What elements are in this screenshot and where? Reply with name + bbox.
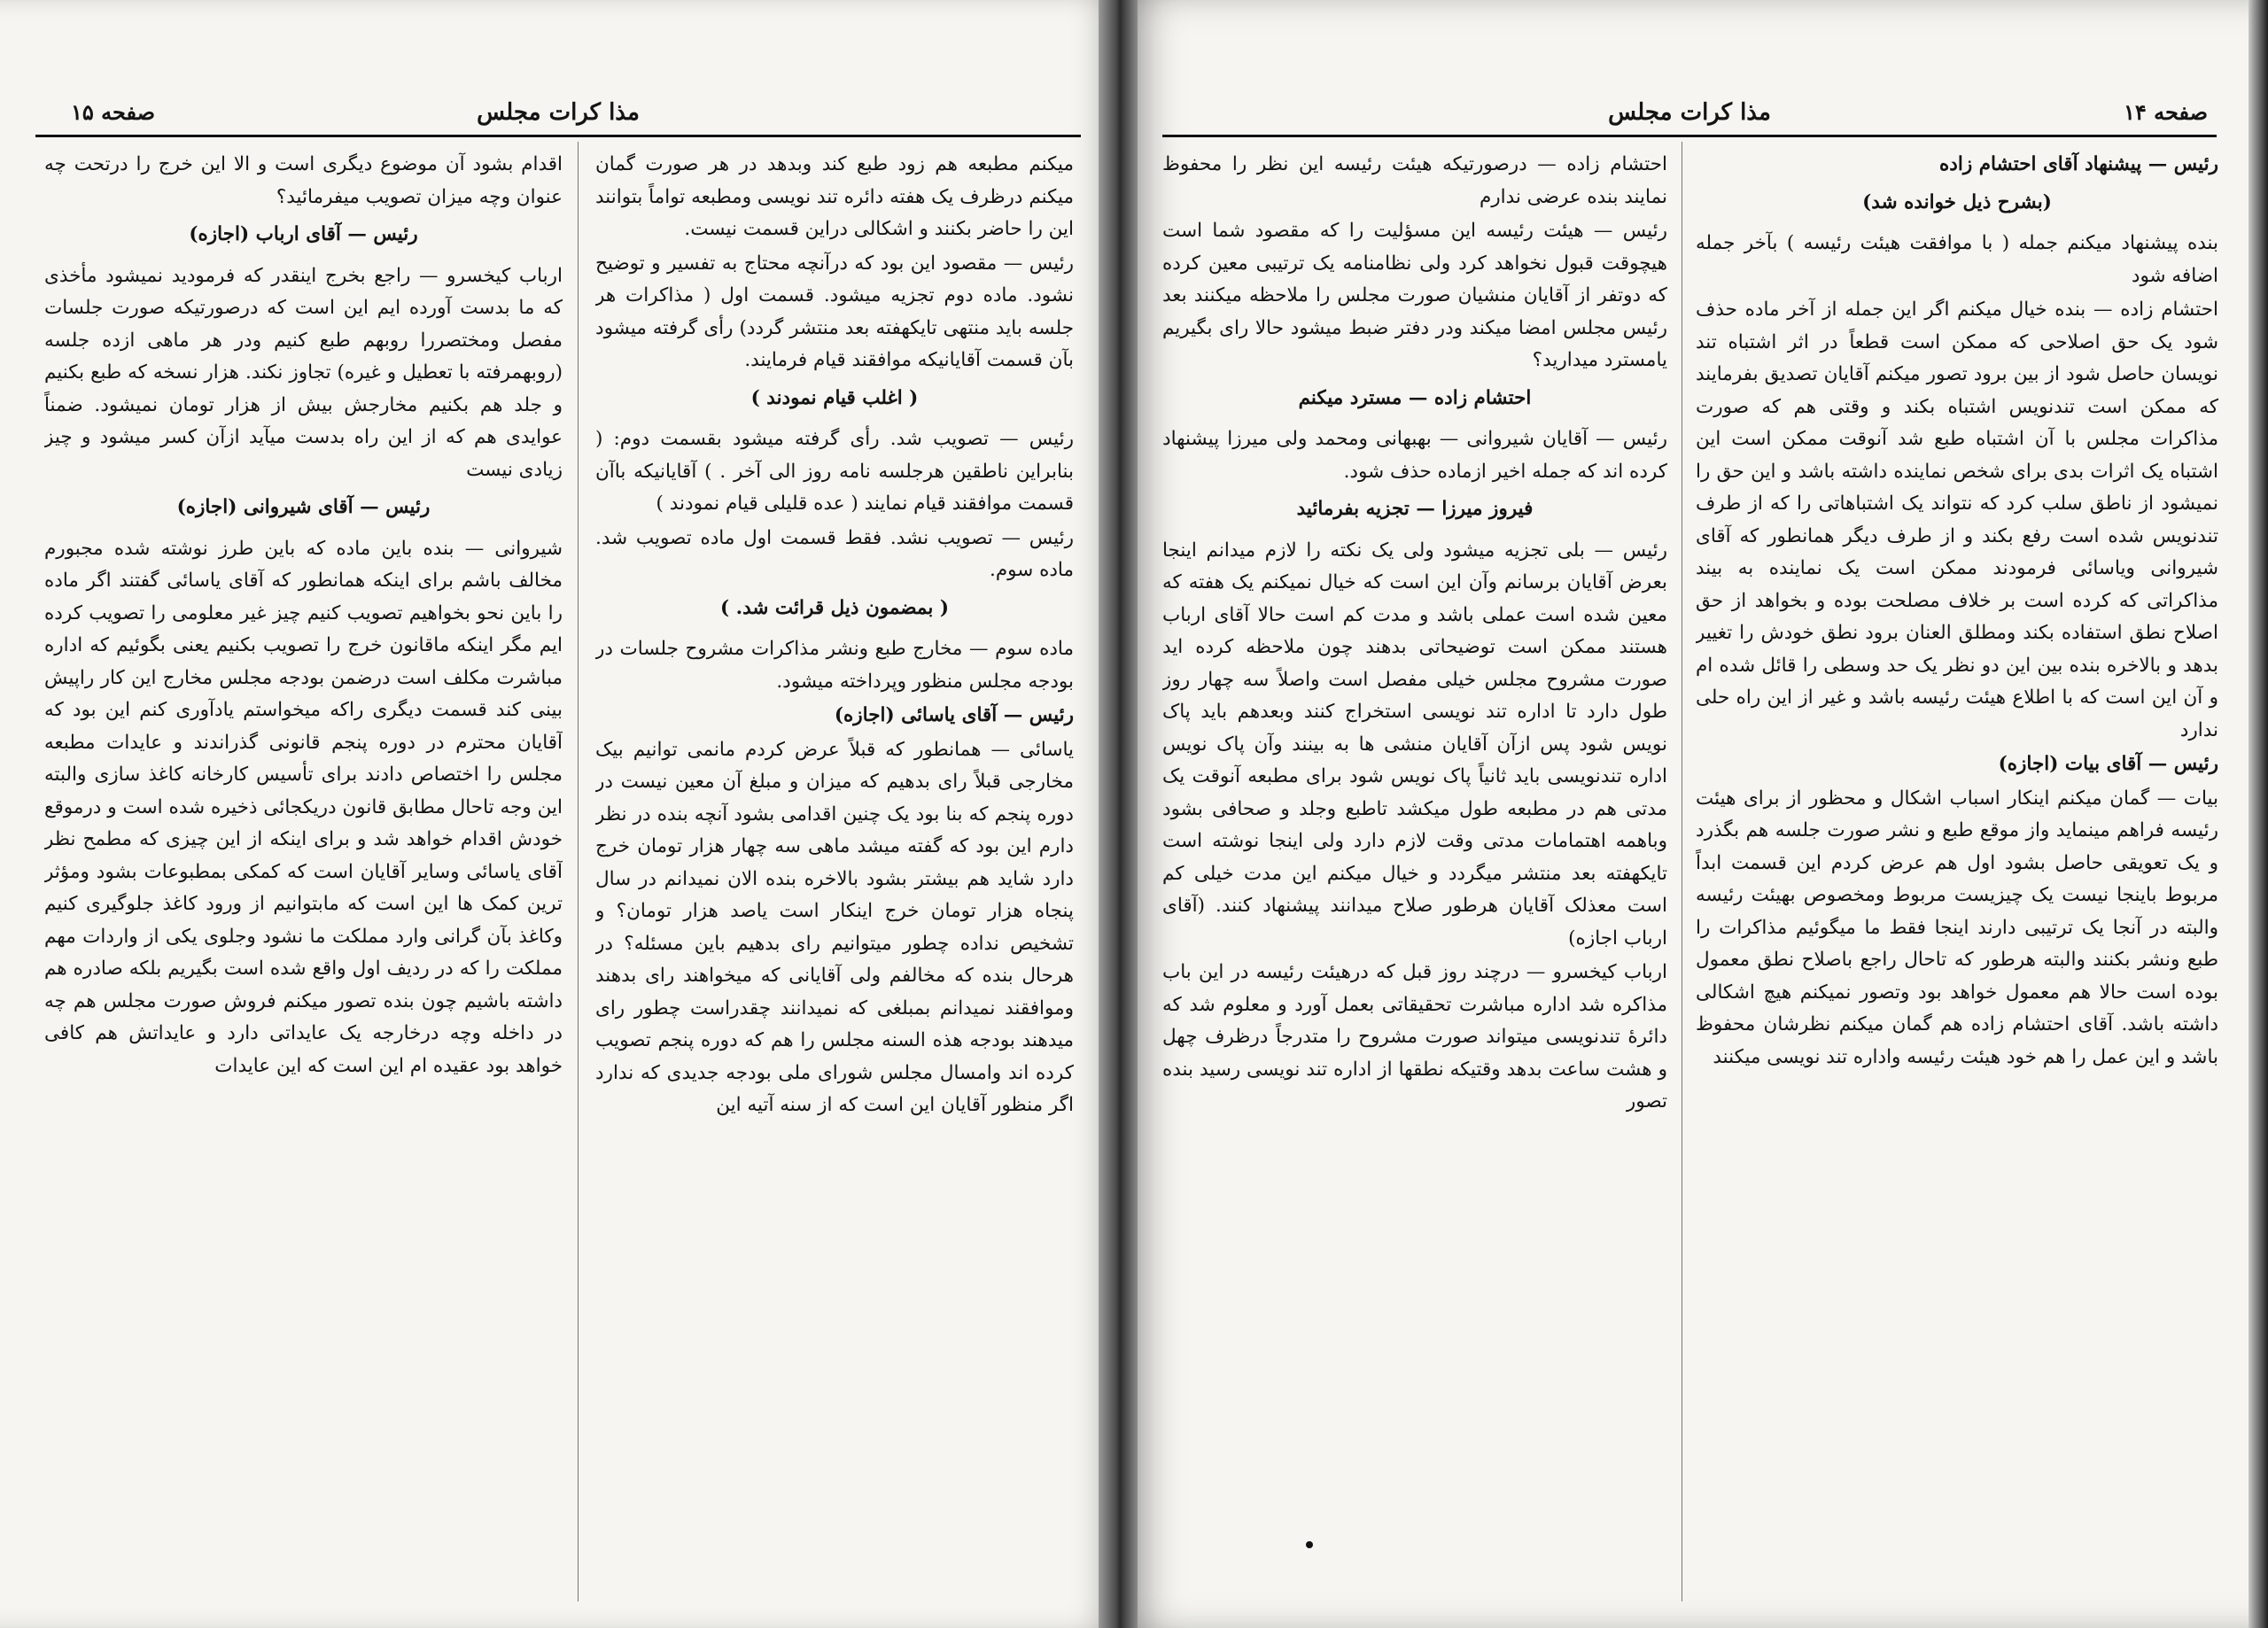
right-page-number: صفحه ۱۴ bbox=[2123, 99, 2208, 125]
right-running-header bbox=[1162, 99, 2217, 136]
paragraph: ارباب کیخسرو — درچند روز قبل که درهیئت رئیسه در این باب مذاکره شد اداره مباشرت تحقیقاتی بعمل آورد و معلوم شد که دائرهٔ تندنویسی میتواند صورت مشروح را متدرجاً درظرف چهل و هشت ساعت بدهد وقتیکه نطقها از اداره تند نویسی رسید بنده تصور bbox=[1162, 961, 1667, 1112]
reading-note: (بشرح ذیل خوانده شد) bbox=[1862, 190, 2052, 213]
vote-note: ( اغلب قیام نمودند ) bbox=[750, 386, 919, 409]
paragraph: میکنم مطبعه هم زود طبع کند وبدهد در هر صورت گمان میکنم درظرف یک هفته دائره تند نویسی ومطبعه تواماً بتوانند این را حاضر بکنند و اشکالی دراین قسمت نیست. bbox=[595, 153, 1074, 240]
speaker-line: احتشام زاده — مسترد میکنم bbox=[1298, 386, 1532, 409]
speaker-line: رئیس — پیشنهاد آقای احتشام زاده bbox=[1939, 153, 2218, 175]
left-header-rule bbox=[35, 135, 1081, 137]
right-page-column-1 bbox=[1696, 149, 2218, 1601]
right-header-rule bbox=[1162, 135, 2217, 137]
proposal-text: بنده پیشنهاد میکنم جمله ( با موافقت هیئت رئیسه ) بآخر جمله اضافه شود bbox=[1696, 232, 2218, 287]
paragraph: شیروانی — بنده باین ماده که باین طرز نوشته شده مجبورم مخالف باشم برای اینکه همانطور که آقای یاسائی گفتند اگر ماده را باین نحو بخواهیم تصویب کنیم چیز غیر معلومی را تصویب کرده ایم مگر اینکه ماقانون خرج را تصویب بکنیم یعنی بگوئیم که اداره مباشرت مکلف است درضمن بودجه مجلس مخارج این کار راپیش بینی کند قسمت دیگری راکه میخواستم یادآوری کنم این بود که آقایان محترم در دوره پنجم قانونی گذراندند و عایدات مطبعه مجلس را اختصاص دادند برای تأسیس کارخانه کاغذ سازی والبته این وجه تاحال مطابق قانون دریکجائی ذخیره شده است و درموقع خودش اقدام خواهد شد و برای اینکه از این چیزی که مطمح نظر آقای یاسائی وسایر آقایان است که کمکی بمطبوعات بشود ومؤثر ترین کمک ها این است که مابتوانیم از ورود کاغذ جلوگیری کنیم وکاغذ بآن گرانی وارد مملکت ما نشود وجلوی یکی از واردات مهم مملکت را که در ردیف اول واقع شده است بگیریم بلکه صادره هم داشته باشیم چون بنده تصور میکنم فروش صورت مجلس هم چه در داخله وچه درخارجه یک عایداتی دارد و عایداتش هم کافی خواهد بود عقیده ام این است که این عایدات bbox=[44, 537, 563, 1077]
speaker-line: فیروز میرزا — تجزیه بفرمائید bbox=[1296, 498, 1534, 520]
paragraph: احتشام زاده — بنده خیال میکنم اگر این جمله از آخر ماده حذف شود یک حق اصلاحی که ممکن است قطعاً در اثر اشتباه تند نویسان حاصل شود از بین برود تصور میکنم آقایان تصدیق بفرمایند که ممکن است تندنویس اشتباه بکند و وقتی هم که صورت مذاکرات مجلس با آن اشتباه طبع شد آنوقت ممکن است این اشتباه یک اثرات بدی برای شخص نماینده داشته باشد و این حق را نمیشود از ناطق سلب کرد که نتواند یک اشتباهاتی را که از طرف تندنویس شده است رفع بکند و از طرف دیگر همانطور که آقای شیروانی ویاسائی فرمودند ممکن است یک نماینده به بیند مذاکراتی که کرده است بر خلاف مصلحت بوده و بخواهد از حق اصلاح نطق استفاده بکند ومطلق العنان برود نطق خودش را تغییر بدهد و بالاخره بنده بین این دو نظر یک حد وسطی را قائل شده ام و آن این است که با اطلاع هیئت رئیسه باشد و غیر از این راه حلی ندارد bbox=[1696, 298, 2218, 741]
paragraph: ارباب کیخسرو — راجع بخرج اینقدر که فرمودید نمیشود مأخذی که ما بدست آورده ایم این است که درصورتیکه صورت جلسات مفصل ومختصررا روبهم طبع کنیم ودر هر ماهی ازده جلسه (روبهمرفته با تعطیل و غیره) تجاوز نکند. هزار نسخه که طبع بکنیم و جلد هم بکنیم مخارجش بیش از هزار تومان نمیشود. ضمناً عوایدی هم که از این راه بدست میآید ازآن کسر میشود و چیز زیادی نیست bbox=[44, 264, 563, 481]
left-page bbox=[0, 0, 1118, 1628]
speaker-line: رئیس — آقای یاسائی (اجازه) bbox=[834, 704, 1074, 726]
left-page-number: صفحه ۱۵ bbox=[71, 99, 156, 125]
left-page-column-2 bbox=[44, 149, 563, 1601]
left-page-column-1 bbox=[595, 149, 1074, 1601]
left-column-divider bbox=[578, 142, 579, 1601]
paragraph: رئیس — مقصود این بود که درآنچه محتاج به تفسیر و توضیح نشود. ماده دوم تجزیه میشود. قسمت اول ( مذاکرات هر جلسه باید منتهی تایکهفته بعد منتشر گردد) رأی گرفته میشود بآن قسمت آقایانیکه موافقند قیام فرمایند. bbox=[595, 252, 1074, 371]
speaker-line: رئیس — آقای ارباب (اجازه) bbox=[189, 223, 418, 245]
reading-note: ( بمضمون ذیل قرائت شد. ) bbox=[720, 596, 949, 619]
paragraph: بیات — گمان میکنم اینکار اسباب اشکال و محظور از برای هیئت رئیسه فراهم مینماید واز موقع طبع و نشر صورت جلسه هم بگذرد و یک تعویقی حاصل بشود اول هم عرض کردم این قسمت ابداً مربوط باینجا نیست یک چیزیست مربوط ومخصوص بهیئت رئیسه والبته در آنجا یک ترتیبی دارند اینجا فقط ما میگوئیم مذاکرات را طبع ونشر بکنند والبته هرطور که تاحال راجع باصلاح نطق معمول بوده است حالا هم معمول خواهد بود وتصور نمیکنم هیچ اشکالی داشته باشد. آقای احتشام زاده هم گمان میکنم نظرشان محفوظ باشد و این عمل را هم خود هیئت رئیسه واداره تند نویسی میکنند bbox=[1696, 787, 2218, 1068]
article-text: ماده سوم — مخارج طبع ونشر مذاکرات مشروح جلسات در بودجه مجلس منظور وپرداخته میشود. bbox=[595, 638, 1074, 693]
paragraph: رئیس — تصویب شد. رأی گرفته میشود بقسمت دوم: ( بنابراین ناطقین هرجلسه نامه روز الی آخر . ) آقایانیکه باآن قسمت موافقند قیام نمایند ( عده قلیلی قیام نمودند ) bbox=[595, 428, 1074, 515]
left-running-header bbox=[35, 99, 1081, 136]
paragraph: احتشام زاده — درصورتیکه هیئت رئیسه این نظر را محفوظ نمایند بنده عرضی ندارم bbox=[1162, 153, 1667, 208]
right-page bbox=[1118, 0, 2268, 1628]
paragraph: رئیس — تصویب نشد. فقط قسمت اول ماده تصویب شد. ماده سوم. bbox=[595, 526, 1074, 581]
left-header-title: مذا کرات مجلس bbox=[477, 99, 640, 126]
print-speck bbox=[1306, 1541, 1313, 1548]
paragraph: یاسائی — همانطور که قبلاً عرض کردم مانمی توانیم بیک مخارجی قبلاً رای بدهیم که میزان و مبلغ آن معین نیست در دوره پنجم که بنا بود یک چنین اقدامی بشود آنچه بنده در نظر دارم این بود که گفته میشد ماهی سه چهار هزار تومان خرج دارد شاید هم بیشتر بشود بالاخره بنده الان نمیدانم در سال پنجاه هزار تومان خرج اینکار است یاصد هزار تومان؟ و تشخیص نداده چطور میتوانیم رای بدهیم باین مسئله؟ در هرحال بنده که مخالفم ولی آقایانی که میخواهند رای بدهند وموافقند نمیدانم بمبلغی که نمیدانند چقدراست چطور رای میدهند بودجه هذه السنه مجلس را هم که دوره پنجم تصویب کرده اند وامسال مجلس شورای ملی بودجه جدیدی که ندارد اگر منظور آقایان این است که از سنه آتیه این bbox=[595, 738, 1074, 1116]
speaker-line: رئیس — آقای شیروانی (اجازه) bbox=[176, 496, 431, 518]
right-header-title: مذا کرات مجلس bbox=[1608, 99, 1771, 126]
right-page-column-2 bbox=[1162, 149, 1667, 1601]
paragraph: رئیس — هیئت رئیسه این مسؤلیت را که مقصود شما است هیچوقت قبول نخواهد کرد ولی نظامنامه یک ترتیبی معین کرده که دوتفر از آقایان منشیان صورت مجلس را ملاحظه میکنند بعد رئیس مجلس امضا میکند ودر دفتر ضبط میشود حالا رای بگیریم یامسترد میدارید؟ bbox=[1162, 220, 1667, 371]
paragraph: اقدام بشود آن موضوع دیگری است و الا این خرج را درتحت چه عنوان وچه میزان تصویب میفرمائید؟ bbox=[44, 153, 563, 208]
paragraph: رئیس — آقایان شیروانی — بهبهانی ومحمد ولی میرزا پیشنهاد کرده اند که جمله اخیر ازماده حذف شود. bbox=[1162, 428, 1667, 483]
speaker-line: رئیس — آقای بیات (اجازه) bbox=[1998, 753, 2218, 775]
right-page-edge-shadow bbox=[2249, 0, 2268, 1628]
book-gutter bbox=[1099, 0, 1138, 1628]
paragraph: رئیس — بلی تجزیه میشود ولی یک نکته را لازم میدانم اینجا بعرض آقایان برسانم وآن این است که خیال نمیکنم یک هفته که معین شده است عملی باشد و مدت کم است حالا آقای ارباب هستند ممکن است توضیحاتی بدهند چون ملاحظه کرده اید صورت مشروح مجلس خیلی مفصل است واصلاً سه چهار روز طول دارد تا اداره تند نویسی استخراج کنند وبعدهم باید پاک نویس شود پس ازآن آقایان منشی ها به بینند وآن پاک نویس اداره تندنویسی باید ثانیاً پاک نویس شود برای مطبعه آنوقت یک مدتی هم در مطبعه طول میکشد تاطبع وجلد و صحافی بشود وباهمه اهتمامات مدتی وقت لازم دارد ولی اینجا نوشته است تایکهفته بعد منتشر میگردد و خیال میکنم این مدت خیلی کم است معذلک آقایان هرطور صلاح میدانند پیشنهاد کنند. (آقای ارباب اجازه) bbox=[1162, 539, 1667, 950]
